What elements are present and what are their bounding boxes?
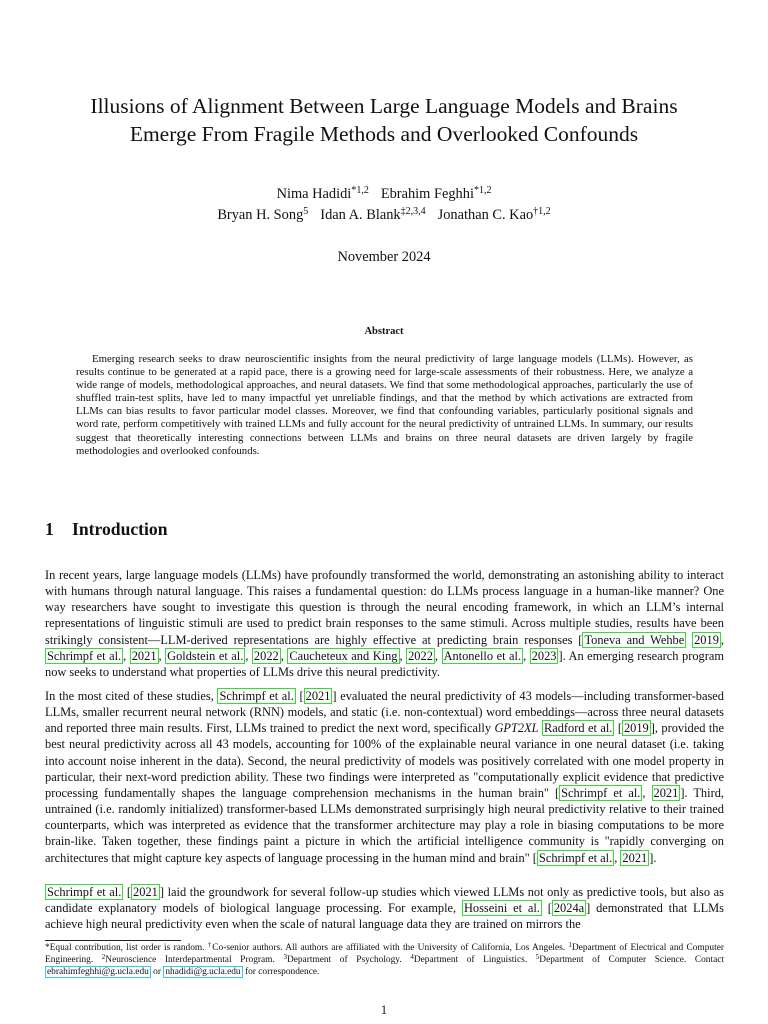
- author-affiliation-marker: *1,2: [473, 185, 492, 196]
- author-list: [40, 184, 728, 226]
- footnote: [45, 942, 724, 979]
- paper-title-line-2: Emerge From Fragile Methods and Overlooked Confounds: [129, 122, 639, 146]
- citation-link[interactable]: 2021: [305, 689, 331, 703]
- author-affiliation-marker: †1,2: [533, 206, 551, 217]
- author-name: Jonathan C. Kao: [437, 207, 534, 223]
- footnote-marker: 1: [568, 941, 572, 949]
- citation-link[interactable]: 2019: [623, 721, 649, 736]
- author-name: Bryan H. Song: [217, 207, 304, 223]
- citation-link[interactable]: 2022: [253, 648, 279, 663]
- footnote-text: Department of Electrical and Computer Engineering.: [45, 943, 724, 966]
- citation-link[interactable]: 2024a: [553, 901, 585, 916]
- intro-paragraph-3: Schrimpf et al. [ 2021 ] laid the groundwork for several follow-up studies which viewed LLMs not only as predictive tools, but also as candidate explanatory models of biological language processing. For example, Hosseini et al. [ 2024a ] demonstrated that LLMs achieve high neural predictivity even when the scale of natural language data they are trained on mirrors the: [45, 885, 725, 932]
- section-number: 1: [45, 519, 54, 539]
- citation-link[interactable]: 2019: [694, 632, 719, 647]
- section-heading: [45, 519, 168, 540]
- intro-paragraph-1: In recent years, large language models (LLMs) have profoundly transformed the world, demonstrating an astonishing ability to interact with humans through natural language. This raises a fundamental question: do LLMs process language in a human-like manner? One way researchers have sought to investigate this question is through the neural encoding framework, in which an LLM’s internal representations of linguistic stimuli are used to predict brain responses to the same stimuli. Across multiple studies, results have been strikingly consistent—LLM-derived representations are highly effective at predicting brain responses [ Toneva and Wehbe 2019 , Schrimpf et al. , 2021 , Goldstein et al. , 2022 , Caucheteux and King , 2022 , Antonello et al. , 2023 ]. An emerging research program now seeks to understand what properties of LLMs drive this neural predictivity.: [45, 568, 724, 679]
- footnote-marker: 4: [410, 953, 414, 962]
- footnote-marker: 2: [101, 953, 106, 962]
- model-name: GPT2XL: [494, 721, 539, 736]
- paragraph-text: ]. An emerging research program now seeks to understand what properties of LLMs drive this neural predictivity.: [45, 648, 724, 679]
- citation-link[interactable]: 2021: [622, 850, 648, 865]
- footnote-text: Co-senior authors. All authors are affiliated with the University of California, Los Angeles.: [212, 943, 569, 953]
- citation-link[interactable]: Radford et al.: [543, 721, 613, 736]
- intro-paragraph-2: In the most cited of these studies, Schrimpf et al. [ 2021 ] evaluated the neural predictivity of 43 models—including transformer-based LLMs, smaller recurrent neural network (RNN) models, and static (i.e. non-contextual) word embeddings—across three neural datasets and reported three main results. First, LLMs trained to predict the next word, specifically GPT2XL Radford et al. [ 2019 ], provided the best neural predictivity across all 43 models, accounting for 100% of the explainable neural variance in one neural dataset (i.e. taking into account noise inherent in the data). Second, the neural predictivity of models was positively correlated with one model property in particular, their next-word prediction ability. These two findings were interpreted as "computationally explicit evidence that predictive processing fundamentally shapes the language comprehension mechanisms in the human brain" [ Schrimpf et al. , 2021 ]. Third, untrained (i.e. randomly initialized) transformer-based LLMs demonstrated surprisingly high neural predictivity relative to their trained counterparts, which was interpreted as evidence that the transformer architecture may play a role in biasing computations to be more brain-like. Taken together, these findings paint a picture in which the artificial intelligence community is "rapidly converging on architectures that might capture key aspects of language processing in the human mind and brain" [ Schrimpf et al. , 2021 ].: [45, 689, 724, 865]
- citation-link[interactable]: 2021: [131, 648, 157, 663]
- paragraph-text: evaluated the neural predictivity of 43 models—including transformer-based LLMs, smaller recurrent neural network (RNN) models, and static (i.e. non-contextual) word embeddings—across three neural datasets and reported three main results. First, LLMs trained to predict the next word, specifically: [45, 689, 724, 736]
- footnote-text: for correspondence.: [242, 967, 320, 978]
- publication-date: November 2024: [337, 249, 431, 265]
- paper-title-line-1: Illusions of Alignment Between Large Language Models and Brains: [90, 94, 678, 118]
- footnote-text: *Equal contribution, list order is random.: [45, 943, 208, 953]
- author-name: Ebrahim Feghhi: [380, 186, 474, 202]
- citation-link[interactable]: Schrimpf et al.: [538, 850, 613, 865]
- email-link[interactable]: nhadidi@g.ucla.edu: [165, 967, 241, 978]
- paragraph-text: In recent years, large language models (LLMs) have profoundly transformed the world, demonstrating an astonishing ability to interact with humans through natural language. This raises a fundamental question: do LLMs process language in a human-like manner? One way researchers have sought to investigate this question is through the neural encoding framework, in which an LLM’s internal representations of linguistic stimuli are used to predict brain responses to the same stimuli. Across multiple studies, results have been strikingly consistent—LLM-derived representations are highly effective at predicting brain responses [: [45, 568, 724, 647]
- citation-link[interactable]: 2023: [531, 648, 557, 663]
- paragraph-text: , provided the best neural predictivity across all 43 models, accounting for 100% of the explainable neural variance in one neural dataset (i.e. taking into account noise inherent in the data). Second, the neural predictivity of models was positively correlated with one model property in particular, their next-word prediction ability. These two findings were interpreted as "computationally explicit evidence that predictive processing fundamentally shapes the language comprehension mechanisms in the human brain" [: [45, 721, 724, 800]
- section-title: Introduction: [72, 519, 168, 539]
- footnote-text: Department of Psychology.: [286, 955, 411, 966]
- footnote-marker: 5: [535, 953, 540, 962]
- author-affiliation-marker: ‡2,3,4: [400, 206, 426, 217]
- footnote-text: Neuroscience Interdepartmental Program.: [105, 955, 284, 966]
- citation-link[interactable]: Schrimpf et al.: [47, 648, 122, 663]
- citation-link[interactable]: Toneva and Wehbe: [584, 632, 685, 647]
- author-line-2: [40, 205, 728, 226]
- footnote-marker: †: [207, 941, 213, 949]
- paragraph-text: demonstrated that LLMs achieve high neural predictivity even when the scale of natural language data they are trained on mirrors the: [45, 901, 725, 932]
- citation-link[interactable]: 2021: [653, 785, 679, 800]
- paragraph-text: laid the groundwork for several follow-up studies which viewed LLMs not only as predictive tools, but also as candidate explanatory models of biological language processing. For example,: [45, 885, 724, 916]
- paper-title: [40, 92, 728, 148]
- abstract-text: Emerging research seeks to draw neuroscientific insights from the neural predictivity of large language models (LLMs). However, as results continue to be generated at a rapid pace, there is a growing need for large-scale assessments of their robustness. Here, we analyze a wide range of models, methodological approaches, and neural datasets. We find that some methodological approaches, particularly the use of shuffled train-test splits, have led to many impactful yet unreliable findings, and that the method by which activations are extracted from LLMs can bias results to favor particular model classes. Moreover, we find that confounding variables, particularly positional signals and word rate, perform competitively with trained LLMs and fully account for the neural predictivity of untrained LLMs. In summary, our results suggest that theoretically interesting connections between LLMs and brains on three neural datasets are driven largely by fragile methodologies and overlooked confounds.: [76, 353, 693, 457]
- footnote-divider: [45, 940, 181, 941]
- citation-link[interactable]: 2022: [408, 648, 433, 663]
- citation-link[interactable]: Schrimpf et al.: [561, 785, 641, 800]
- author-name: Nima Hadidi: [276, 186, 352, 202]
- footnote-text: Department of Computer Science. Contact: [539, 955, 724, 966]
- footnote-text: or: [150, 967, 164, 978]
- citation-link[interactable]: Schrimpf et al.: [219, 689, 294, 703]
- page-number: 1: [380, 1003, 388, 1017]
- paragraph-text: ]. Third, untrained (i.e. randomly initialized) transformer-based LLMs demonstrated surprisingly high neural predictivity relative to their trained counterparts, which was interpreted as evidence that the transformer architecture may play a role in biasing computations to be more brain-like. Taken together, these findings paint a picture in which the artificial intelligence community is "rapidly converging on architectures that might capture key aspects of language processing in the human mind and brain" [: [45, 785, 724, 865]
- citation-link[interactable]: Goldstein et al.: [167, 648, 244, 663]
- author-line-1: [40, 184, 728, 205]
- citation-link[interactable]: Caucheteux and King: [289, 648, 398, 663]
- author-affiliation-marker: *1,2: [351, 185, 369, 196]
- author-name: Idan A. Blank: [320, 207, 401, 223]
- citation-link[interactable]: 2021: [133, 885, 158, 899]
- citation-link[interactable]: Schrimpf et al.: [47, 885, 122, 899]
- footnote-marker: 3: [283, 953, 287, 962]
- author-affiliation-marker: 5: [303, 206, 309, 217]
- citation-link[interactable]: Antonello et al.: [443, 648, 522, 663]
- email-link[interactable]: ebrahimfeghhi@g.ucla.edu: [47, 967, 149, 978]
- citation-link[interactable]: Hosseini et al.: [463, 901, 540, 916]
- abstract-heading: Abstract: [364, 326, 404, 337]
- footnote-text: Department of Linguistics.: [413, 955, 536, 966]
- paragraph-text: ].: [649, 850, 657, 865]
